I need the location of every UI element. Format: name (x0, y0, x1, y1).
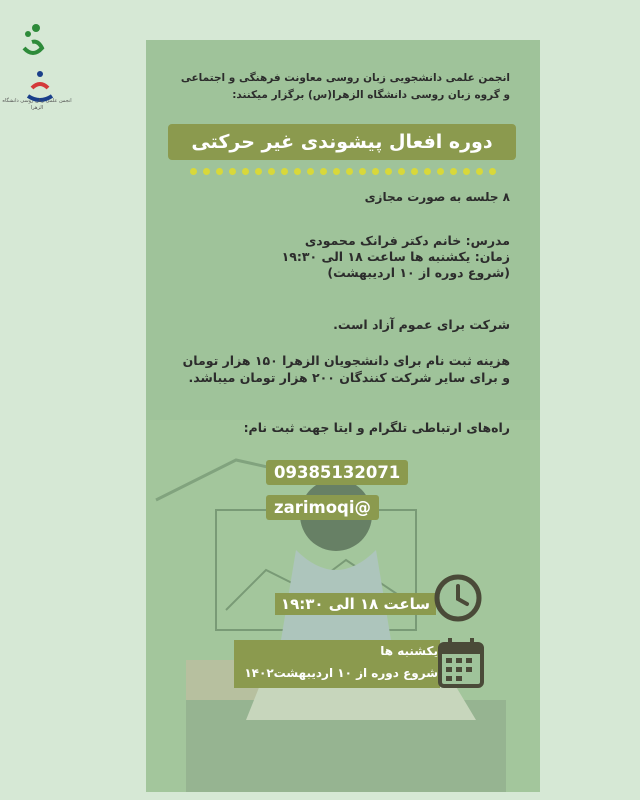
clock-icon (432, 572, 484, 624)
start-date-label: شروع دوره از ۱۰ اردیبهشت۱۴۰۲ (244, 666, 438, 680)
registration-cost (170, 352, 510, 386)
start-line: (شروع دوره از ۱۰ اردیبهشت) (327, 265, 510, 280)
calendar-icon (436, 636, 486, 690)
sessions-info: ۸ جلسه به صورت مجازی (364, 190, 510, 204)
organizer-text (150, 70, 510, 104)
time-line: زمان: یکشنبه ها ساعت ۱۸ الی ۱۹:۳۰ (281, 249, 510, 264)
university-logo-icon (18, 18, 48, 60)
decorative-dots (190, 168, 496, 175)
organizer-line-1: انجمن علمی دانشجویی زبان روسی معاونت فرهنگی و اجتماعی (180, 72, 510, 84)
cost-line-2: و برای سایر شرکت کنندگان ۲۰۰ هزار تومان میباشد. (188, 370, 510, 385)
poster-card (146, 40, 540, 792)
course-title: دوره افعال پیشوندی غیر حرکتی (168, 124, 516, 160)
messenger-handle[interactable]: zarimoqi@ (266, 495, 379, 520)
phone-number[interactable]: 09385132071 (266, 460, 408, 485)
association-logo-caption: انجمن علمی زبان روسی دانشگاه الزهرا (2, 98, 72, 111)
contact-ways: راه‌های ارتباطی تلگرام و ایتا جهت ثبت نام: (243, 420, 510, 435)
course-details (170, 233, 510, 281)
organizer-line-2: و گروه زبان روسی دانشگاه الزهرا(س) برگزار میکنند: (232, 89, 510, 101)
open-to-public: شرکت برای عموم آزاد است. (333, 317, 510, 332)
weekday-label: یکشنبه ها (380, 644, 438, 658)
clock-time-label: ساعت ۱۸ الی ۱۹:۳۰ (275, 593, 436, 615)
teacher-line: مدرس: خانم دکتر فرانک محمودی (304, 233, 510, 248)
cost-line-1: هزینه ثبت نام برای دانشجویان الزهرا ۱۵۰ هزار تومان (182, 353, 510, 368)
